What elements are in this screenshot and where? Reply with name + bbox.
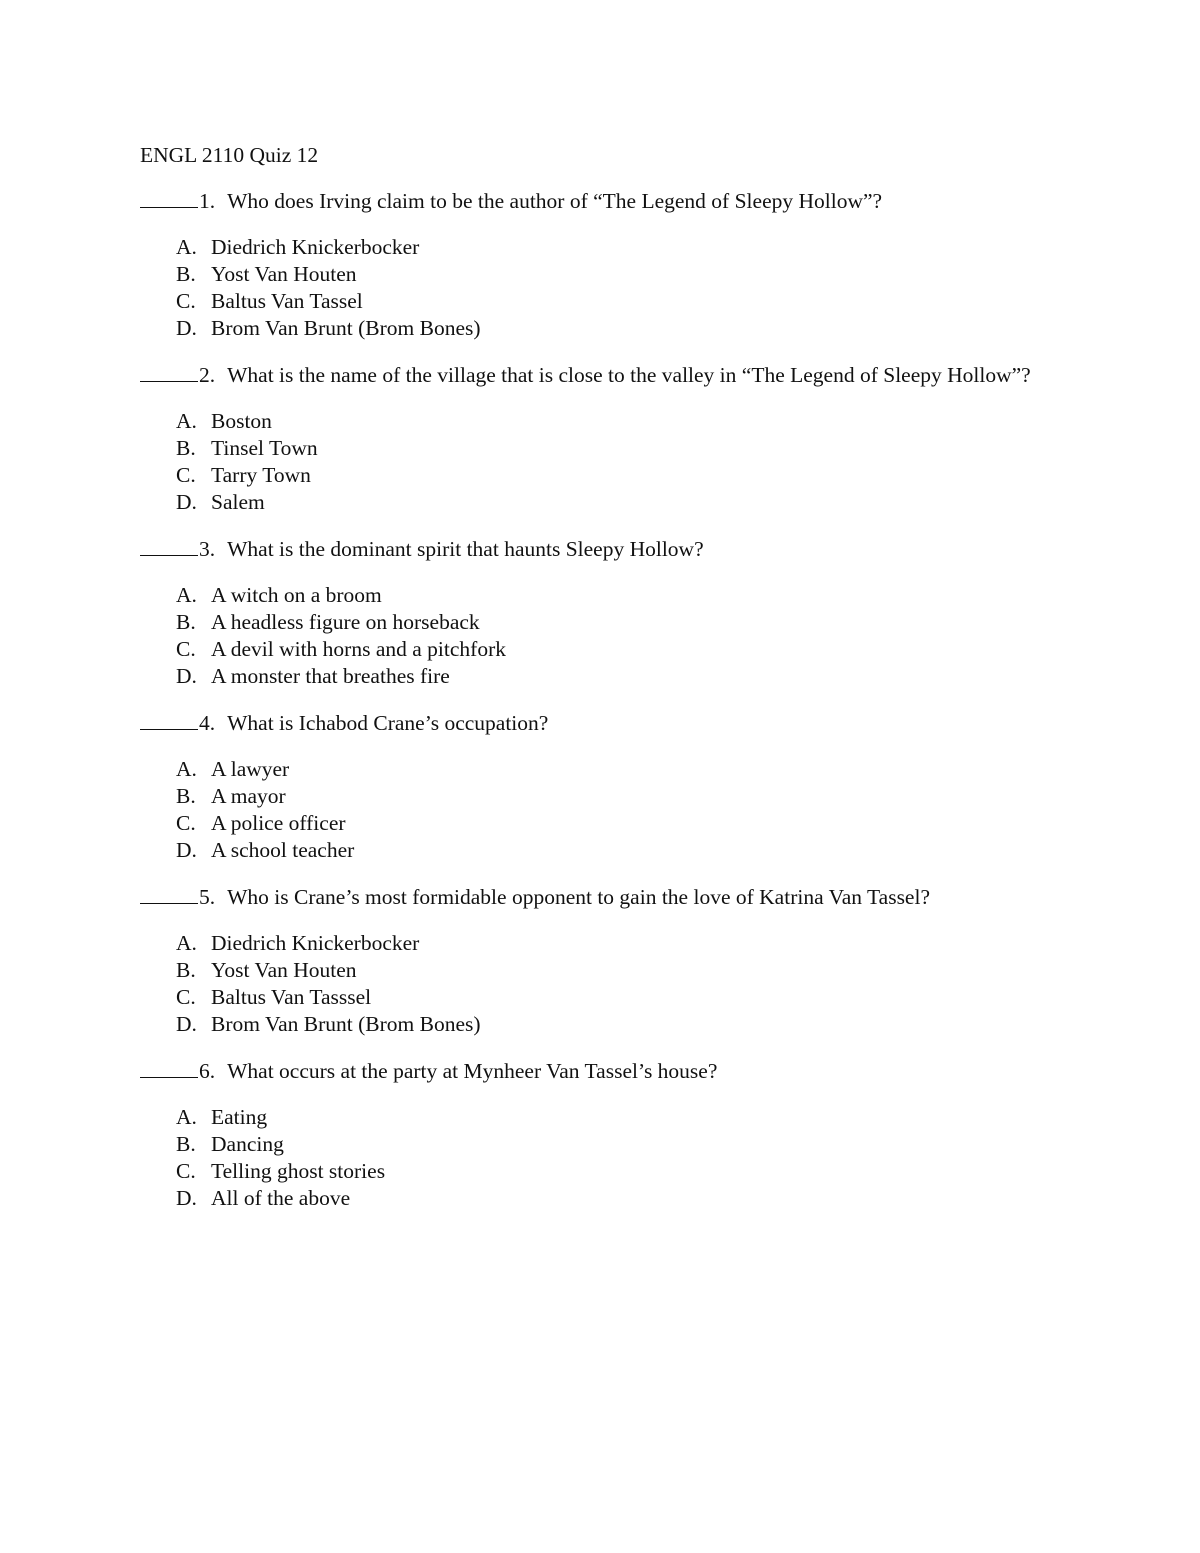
answer-blank[interactable] xyxy=(140,361,198,382)
choice-text: Brom Van Brunt (Brom Bones) xyxy=(211,316,481,340)
choice-letter: D. xyxy=(176,316,197,340)
answer-blank[interactable] xyxy=(140,187,198,208)
choice-item xyxy=(176,756,1060,783)
choice-letter: C. xyxy=(176,463,196,487)
choice-text: A mayor xyxy=(211,784,286,808)
choice-text: A witch on a broom xyxy=(211,583,382,607)
question-number: 6. xyxy=(199,1059,216,1083)
question-number: 5. xyxy=(199,885,216,909)
question-text: Who does Irving claim to be the author of “The Legend of Sleepy Hollow”? xyxy=(227,189,883,213)
choice-text: Baltus Van Tasssel xyxy=(211,985,372,1009)
question-stem xyxy=(140,1057,1060,1085)
choice-item xyxy=(176,1158,1060,1185)
question-6 xyxy=(140,1057,1060,1212)
question-stem xyxy=(140,187,1060,215)
choice-list xyxy=(176,234,1060,342)
choice-list xyxy=(176,1104,1060,1212)
choice-text: A devil with horns and a pitchfork xyxy=(211,637,506,661)
choice-text: A school teacher xyxy=(211,838,355,862)
choice-text: Tarry Town xyxy=(211,463,311,487)
question-1 xyxy=(140,187,1060,342)
question-number: 4. xyxy=(199,711,216,735)
choice-item xyxy=(176,957,1060,984)
choice-item xyxy=(176,1011,1060,1038)
question-text: What occurs at the party at Mynheer Van Tassel’s house? xyxy=(227,1059,718,1083)
question-stem xyxy=(140,361,1060,389)
choice-item xyxy=(176,315,1060,342)
choice-item xyxy=(176,783,1060,810)
choice-letter: B. xyxy=(176,958,196,982)
question-stem xyxy=(140,883,1060,911)
choice-item xyxy=(176,609,1060,636)
choice-list xyxy=(176,930,1060,1038)
question-5 xyxy=(140,883,1060,1038)
choice-item xyxy=(176,1185,1060,1212)
choice-letter: C. xyxy=(176,637,196,661)
choice-list xyxy=(176,756,1060,864)
choice-item xyxy=(176,984,1060,1011)
question-3 xyxy=(140,535,1060,690)
choice-letter: A. xyxy=(176,409,197,433)
choice-list xyxy=(176,408,1060,516)
choice-text: Dancing xyxy=(211,1132,284,1156)
choice-letter: B. xyxy=(176,784,196,808)
choice-list xyxy=(176,582,1060,690)
choice-letter: B. xyxy=(176,436,196,460)
choice-letter: D. xyxy=(176,664,197,688)
choice-item xyxy=(176,261,1060,288)
choice-item xyxy=(176,1104,1060,1131)
choice-item xyxy=(176,435,1060,462)
question-stem xyxy=(140,709,1060,737)
question-4 xyxy=(140,709,1060,864)
choice-text: Yost Van Houten xyxy=(211,262,357,286)
choice-text: Eating xyxy=(211,1105,268,1129)
choice-text: Tinsel Town xyxy=(211,436,318,460)
choice-text: A headless figure on horseback xyxy=(211,610,480,634)
choice-text: Baltus Van Tassel xyxy=(211,289,363,313)
choice-text: A police officer xyxy=(211,811,346,835)
answer-blank[interactable] xyxy=(140,883,198,904)
choice-text: Yost Van Houten xyxy=(211,958,357,982)
choice-letter: D. xyxy=(176,1186,197,1210)
question-number: 2. xyxy=(199,363,216,387)
choice-item xyxy=(176,234,1060,261)
choice-item xyxy=(176,489,1060,516)
choice-letter: C. xyxy=(176,1159,196,1183)
choice-letter: A. xyxy=(176,583,197,607)
choice-letter: B. xyxy=(176,610,196,634)
choice-text: Telling ghost stories xyxy=(211,1159,386,1183)
quiz-page xyxy=(140,140,1060,1231)
choice-letter: C. xyxy=(176,811,196,835)
choice-letter: A. xyxy=(176,1105,197,1129)
choice-item xyxy=(176,288,1060,315)
choice-item xyxy=(176,837,1060,864)
choice-letter: C. xyxy=(176,289,196,313)
answer-blank[interactable] xyxy=(140,535,198,556)
choice-text: A monster that breathes fire xyxy=(211,664,450,688)
choice-letter: B. xyxy=(176,1132,196,1156)
question-stem xyxy=(140,535,1060,563)
choice-letter: B. xyxy=(176,262,196,286)
choice-letter: D. xyxy=(176,490,197,514)
question-number: 1. xyxy=(199,189,216,213)
question-text: Who is Crane’s most formidable opponent to gain the love of Katrina Van Tassel? xyxy=(227,885,930,909)
question-text: What is the dominant spirit that haunts Sleepy Hollow? xyxy=(227,537,704,561)
choice-letter: A. xyxy=(176,931,197,955)
choice-item xyxy=(176,810,1060,837)
choice-text: Boston xyxy=(211,409,272,433)
choice-item xyxy=(176,636,1060,663)
choice-letter: C. xyxy=(176,985,196,1009)
choice-letter: A. xyxy=(176,235,197,259)
question-2 xyxy=(140,361,1060,516)
choice-text: All of the above xyxy=(211,1186,351,1210)
question-number: 3. xyxy=(199,537,216,561)
choice-item xyxy=(176,408,1060,435)
answer-blank[interactable] xyxy=(140,1057,198,1078)
choice-item xyxy=(176,582,1060,609)
answer-blank[interactable] xyxy=(140,709,198,730)
choice-letter: D. xyxy=(176,1012,197,1036)
choice-letter: D. xyxy=(176,838,197,862)
choice-item xyxy=(176,1131,1060,1158)
choice-item xyxy=(176,663,1060,690)
choice-text: Diedrich Knickerbocker xyxy=(211,931,420,955)
choice-item xyxy=(176,462,1060,489)
choice-text: A lawyer xyxy=(211,757,290,781)
choice-letter: A. xyxy=(176,757,197,781)
choice-text: Salem xyxy=(211,490,265,514)
choice-text: Diedrich Knickerbocker xyxy=(211,235,420,259)
question-text: What is Ichabod Crane’s occupation? xyxy=(227,711,549,735)
question-text: What is the name of the village that is close to the valley in “The Legend of Sleepy Hollow”? xyxy=(227,363,1031,387)
choice-text: Brom Van Brunt (Brom Bones) xyxy=(211,1012,481,1036)
quiz-title: ENGL 2110 Quiz 12 xyxy=(140,143,319,167)
choice-item xyxy=(176,930,1060,957)
